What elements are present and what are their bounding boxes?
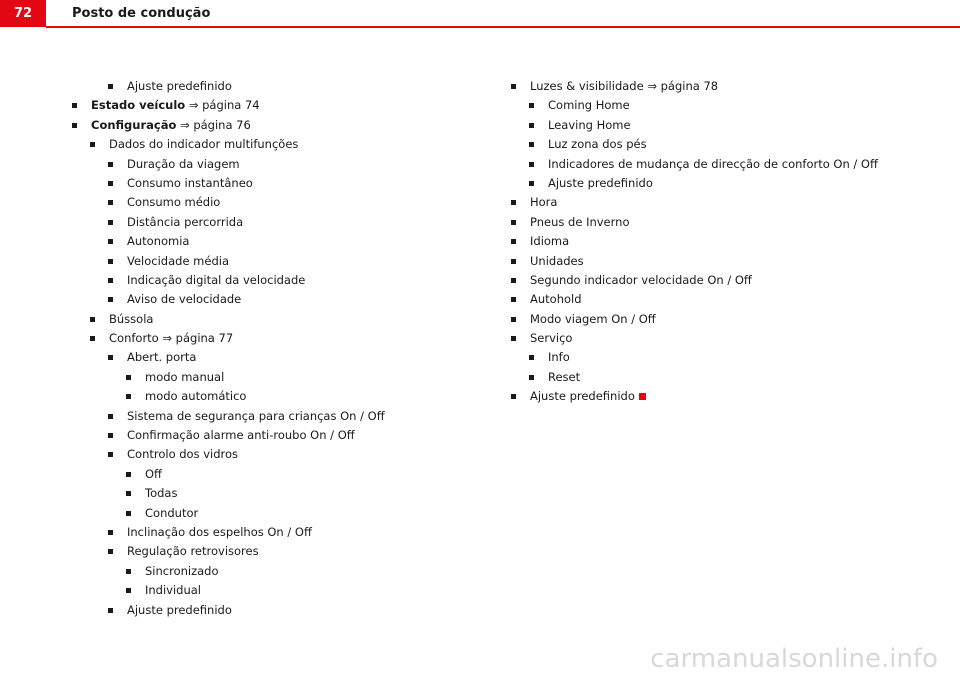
item-label: Idioma bbox=[530, 234, 570, 249]
list-item-text bbox=[127, 542, 259, 561]
section-end-icon bbox=[639, 393, 646, 400]
bullet-icon bbox=[108, 530, 113, 535]
watermark: carmanualsonline.info bbox=[650, 644, 938, 674]
item-label: Ajuste predefinido bbox=[530, 389, 635, 404]
list-item bbox=[511, 310, 941, 329]
list-item bbox=[511, 271, 941, 290]
page-number: 72 bbox=[0, 0, 46, 27]
list-item-text bbox=[145, 387, 246, 406]
list-item bbox=[72, 310, 472, 329]
list-item bbox=[511, 368, 941, 387]
bullet-icon bbox=[108, 355, 113, 360]
list-item-text bbox=[127, 426, 355, 445]
bullet-icon bbox=[511, 259, 516, 264]
list-item bbox=[72, 193, 472, 212]
list-item-text bbox=[127, 445, 238, 464]
list-item-text bbox=[548, 368, 580, 387]
list-item-text bbox=[530, 290, 582, 309]
list-item bbox=[72, 232, 472, 251]
bullet-icon bbox=[511, 297, 516, 302]
item-label: Info bbox=[548, 350, 570, 365]
list-item-text bbox=[127, 290, 241, 309]
bullet-icon bbox=[126, 394, 131, 399]
list-item bbox=[72, 504, 472, 523]
item-label: Segundo indicador velocidade On / Off bbox=[530, 272, 752, 287]
list-item-text bbox=[530, 77, 718, 96]
list-item bbox=[511, 116, 941, 135]
item-label: Velocidade média bbox=[127, 253, 229, 268]
bullet-icon bbox=[511, 336, 516, 341]
list-item bbox=[511, 348, 941, 367]
bullet-icon bbox=[108, 162, 113, 167]
item-label: Configuração bbox=[91, 117, 177, 132]
bullet-icon bbox=[108, 220, 113, 225]
bullet-icon bbox=[126, 569, 131, 574]
bullet-icon bbox=[108, 181, 113, 186]
item-label: Aviso de velocidade bbox=[127, 292, 242, 307]
list-item-text bbox=[548, 116, 631, 135]
bullet-icon bbox=[108, 433, 113, 438]
bullet-icon bbox=[72, 103, 77, 108]
bullet-icon bbox=[108, 278, 113, 283]
list-item bbox=[72, 465, 472, 484]
item-label: Off bbox=[145, 466, 162, 481]
item-label: Condutor bbox=[145, 505, 199, 520]
list-item-text bbox=[530, 329, 572, 348]
list-item-text bbox=[548, 96, 630, 115]
list-item bbox=[511, 193, 941, 212]
list-item-text bbox=[145, 465, 162, 484]
list-item-text bbox=[548, 135, 647, 154]
list-item-text bbox=[145, 484, 177, 503]
item-label: Coming Home bbox=[548, 98, 630, 113]
header-rule bbox=[46, 26, 960, 28]
list-item bbox=[72, 601, 472, 620]
list-item-text bbox=[127, 271, 305, 290]
list-item-text bbox=[127, 407, 385, 426]
list-item bbox=[72, 484, 472, 503]
page-reference-link[interactable]: ⇒ página 78 bbox=[647, 79, 719, 93]
list-item-text bbox=[109, 310, 153, 329]
item-label: Sincronizado bbox=[145, 563, 219, 578]
page-reference-link[interactable]: ⇒ página 74 bbox=[188, 98, 260, 113]
item-label: Ajuste predefinido bbox=[548, 175, 653, 190]
list-item bbox=[72, 96, 472, 115]
item-label: Autohold bbox=[530, 292, 582, 307]
list-item-text bbox=[127, 77, 232, 96]
list-item bbox=[72, 562, 472, 581]
bullet-icon bbox=[529, 355, 534, 360]
list-item bbox=[72, 252, 472, 271]
bullet-icon bbox=[90, 336, 95, 341]
list-item-text bbox=[145, 504, 198, 523]
item-label: Consumo médio bbox=[127, 195, 221, 210]
item-label: Controlo dos vidros bbox=[127, 447, 239, 462]
bullet-icon bbox=[108, 84, 113, 89]
item-label: Serviço bbox=[530, 331, 573, 346]
list-item bbox=[72, 116, 472, 135]
list-item bbox=[511, 252, 941, 271]
page-reference-link[interactable]: ⇒ página 76 bbox=[180, 117, 251, 132]
bullet-icon bbox=[529, 162, 534, 167]
list-item-text bbox=[127, 523, 312, 542]
item-label: Leaving Home bbox=[548, 117, 631, 132]
list-item-text bbox=[530, 310, 656, 329]
bullet-icon bbox=[529, 375, 534, 380]
bullet-icon bbox=[511, 278, 516, 283]
list-item-text bbox=[530, 252, 584, 271]
left-column bbox=[72, 77, 472, 620]
list-item bbox=[511, 96, 941, 115]
list-item bbox=[72, 329, 472, 348]
list-item bbox=[72, 387, 472, 406]
list-item bbox=[511, 77, 941, 96]
list-item bbox=[72, 290, 472, 309]
bullet-icon bbox=[90, 317, 95, 322]
bullet-icon bbox=[511, 317, 516, 322]
list-item bbox=[511, 155, 941, 174]
list-item-text bbox=[91, 116, 251, 135]
item-label: Modo viagem On / Off bbox=[530, 311, 656, 326]
bullet-icon bbox=[511, 200, 516, 205]
list-item bbox=[72, 77, 472, 96]
item-label: Sistema de segurança para crianças On / Off bbox=[127, 408, 385, 423]
list-item bbox=[72, 368, 472, 387]
list-item-text bbox=[127, 193, 220, 212]
list-item-text bbox=[530, 213, 629, 232]
list-item-text bbox=[127, 213, 243, 232]
list-item-text bbox=[127, 252, 229, 271]
item-label: Unidades bbox=[530, 253, 584, 268]
list-item bbox=[511, 174, 941, 193]
list-item-text bbox=[530, 387, 646, 406]
list-item-text bbox=[127, 155, 240, 174]
bullet-icon bbox=[108, 549, 113, 554]
bullet-icon bbox=[108, 414, 113, 419]
list-item bbox=[72, 445, 472, 464]
list-item bbox=[72, 523, 472, 542]
bullet-icon bbox=[511, 84, 516, 89]
list-item-text bbox=[548, 155, 878, 174]
bullet-icon bbox=[108, 239, 113, 244]
item-label: Luz zona dos pés bbox=[548, 137, 647, 152]
list-item bbox=[511, 232, 941, 251]
item-label: Todas bbox=[145, 486, 178, 501]
item-label: Indicadores de mudança de direcção de conforto On / Off bbox=[548, 156, 878, 171]
bullet-icon bbox=[90, 142, 95, 147]
list-item-text bbox=[127, 348, 196, 367]
list-item-text bbox=[127, 601, 232, 620]
item-label: Individual bbox=[145, 583, 202, 598]
item-label: Bússola bbox=[109, 311, 154, 326]
bullet-icon bbox=[126, 491, 131, 496]
page-header bbox=[0, 0, 960, 28]
item-label: Confirmação alarme anti-roubo On / Off bbox=[127, 428, 355, 443]
list-item-text bbox=[530, 193, 557, 212]
bullet-icon bbox=[529, 123, 534, 128]
item-label: Ajuste predefinido bbox=[127, 79, 232, 93]
bullet-icon bbox=[126, 375, 131, 380]
list-item-text bbox=[109, 329, 233, 348]
list-item bbox=[72, 542, 472, 561]
list-item bbox=[72, 174, 472, 193]
bullet-icon bbox=[511, 239, 516, 244]
list-item bbox=[72, 581, 472, 600]
item-label: modo manual bbox=[145, 369, 225, 384]
item-label: Consumo instantâneo bbox=[127, 175, 253, 190]
list-item bbox=[72, 155, 472, 174]
list-item-text bbox=[530, 232, 569, 251]
list-item-text bbox=[145, 562, 219, 581]
list-item-text bbox=[548, 348, 570, 367]
list-item bbox=[72, 213, 472, 232]
page-title: Posto de condução bbox=[72, 6, 211, 21]
list-item-text bbox=[127, 232, 189, 251]
item-label: Conforto bbox=[109, 331, 159, 346]
list-item bbox=[72, 426, 472, 445]
list-item bbox=[72, 407, 472, 426]
list-item-text bbox=[109, 135, 298, 154]
bullet-icon bbox=[529, 181, 534, 186]
item-label: Regulação retrovisores bbox=[127, 544, 259, 559]
item-label: Hora bbox=[530, 195, 558, 210]
list-item-text bbox=[530, 271, 752, 290]
list-item bbox=[511, 387, 941, 406]
list-item bbox=[511, 213, 941, 232]
list-item-text bbox=[548, 174, 653, 193]
list-item-text bbox=[91, 96, 260, 115]
list-item-text bbox=[145, 581, 201, 600]
list-item bbox=[511, 135, 941, 154]
bullet-icon bbox=[126, 511, 131, 516]
bullet-icon bbox=[126, 588, 131, 593]
item-label: Abert. porta bbox=[127, 350, 197, 365]
item-label: Estado veículo bbox=[91, 98, 186, 113]
item-label: Dados do indicador multifunções bbox=[109, 137, 299, 152]
list-item-text bbox=[127, 174, 253, 193]
list-item bbox=[72, 348, 472, 367]
item-label: modo automático bbox=[145, 389, 247, 404]
bullet-icon bbox=[529, 103, 534, 108]
item-label: Inclinação dos espelhos On / Off bbox=[127, 524, 312, 539]
item-label: Pneus de Inverno bbox=[530, 214, 630, 229]
bullet-icon bbox=[108, 452, 113, 457]
right-column bbox=[511, 77, 941, 407]
item-label: Indicação digital da velocidade bbox=[127, 272, 306, 287]
bullet-icon bbox=[108, 297, 113, 302]
page-reference-link[interactable]: ⇒ página 77 bbox=[162, 331, 234, 346]
bullet-icon bbox=[108, 608, 113, 613]
bullet-icon bbox=[108, 259, 113, 264]
item-label: Distância percorrida bbox=[127, 214, 244, 229]
item-label: Duração da viagem bbox=[127, 156, 240, 171]
bullet-icon bbox=[529, 142, 534, 147]
bullet-icon bbox=[126, 472, 131, 477]
list-item bbox=[72, 271, 472, 290]
bullet-icon bbox=[108, 200, 113, 205]
list-item bbox=[511, 329, 941, 348]
bullet-icon bbox=[511, 394, 516, 399]
item-label: Reset bbox=[548, 369, 581, 384]
item-label: Ajuste predefinido bbox=[127, 602, 232, 617]
bullet-icon bbox=[72, 123, 77, 128]
item-label: Luzes & visibilidade bbox=[530, 79, 644, 93]
list-item bbox=[72, 135, 472, 154]
list-item-text bbox=[145, 368, 224, 387]
item-label: Autonomia bbox=[127, 234, 190, 249]
bullet-icon bbox=[511, 220, 516, 225]
list-item bbox=[511, 290, 941, 309]
